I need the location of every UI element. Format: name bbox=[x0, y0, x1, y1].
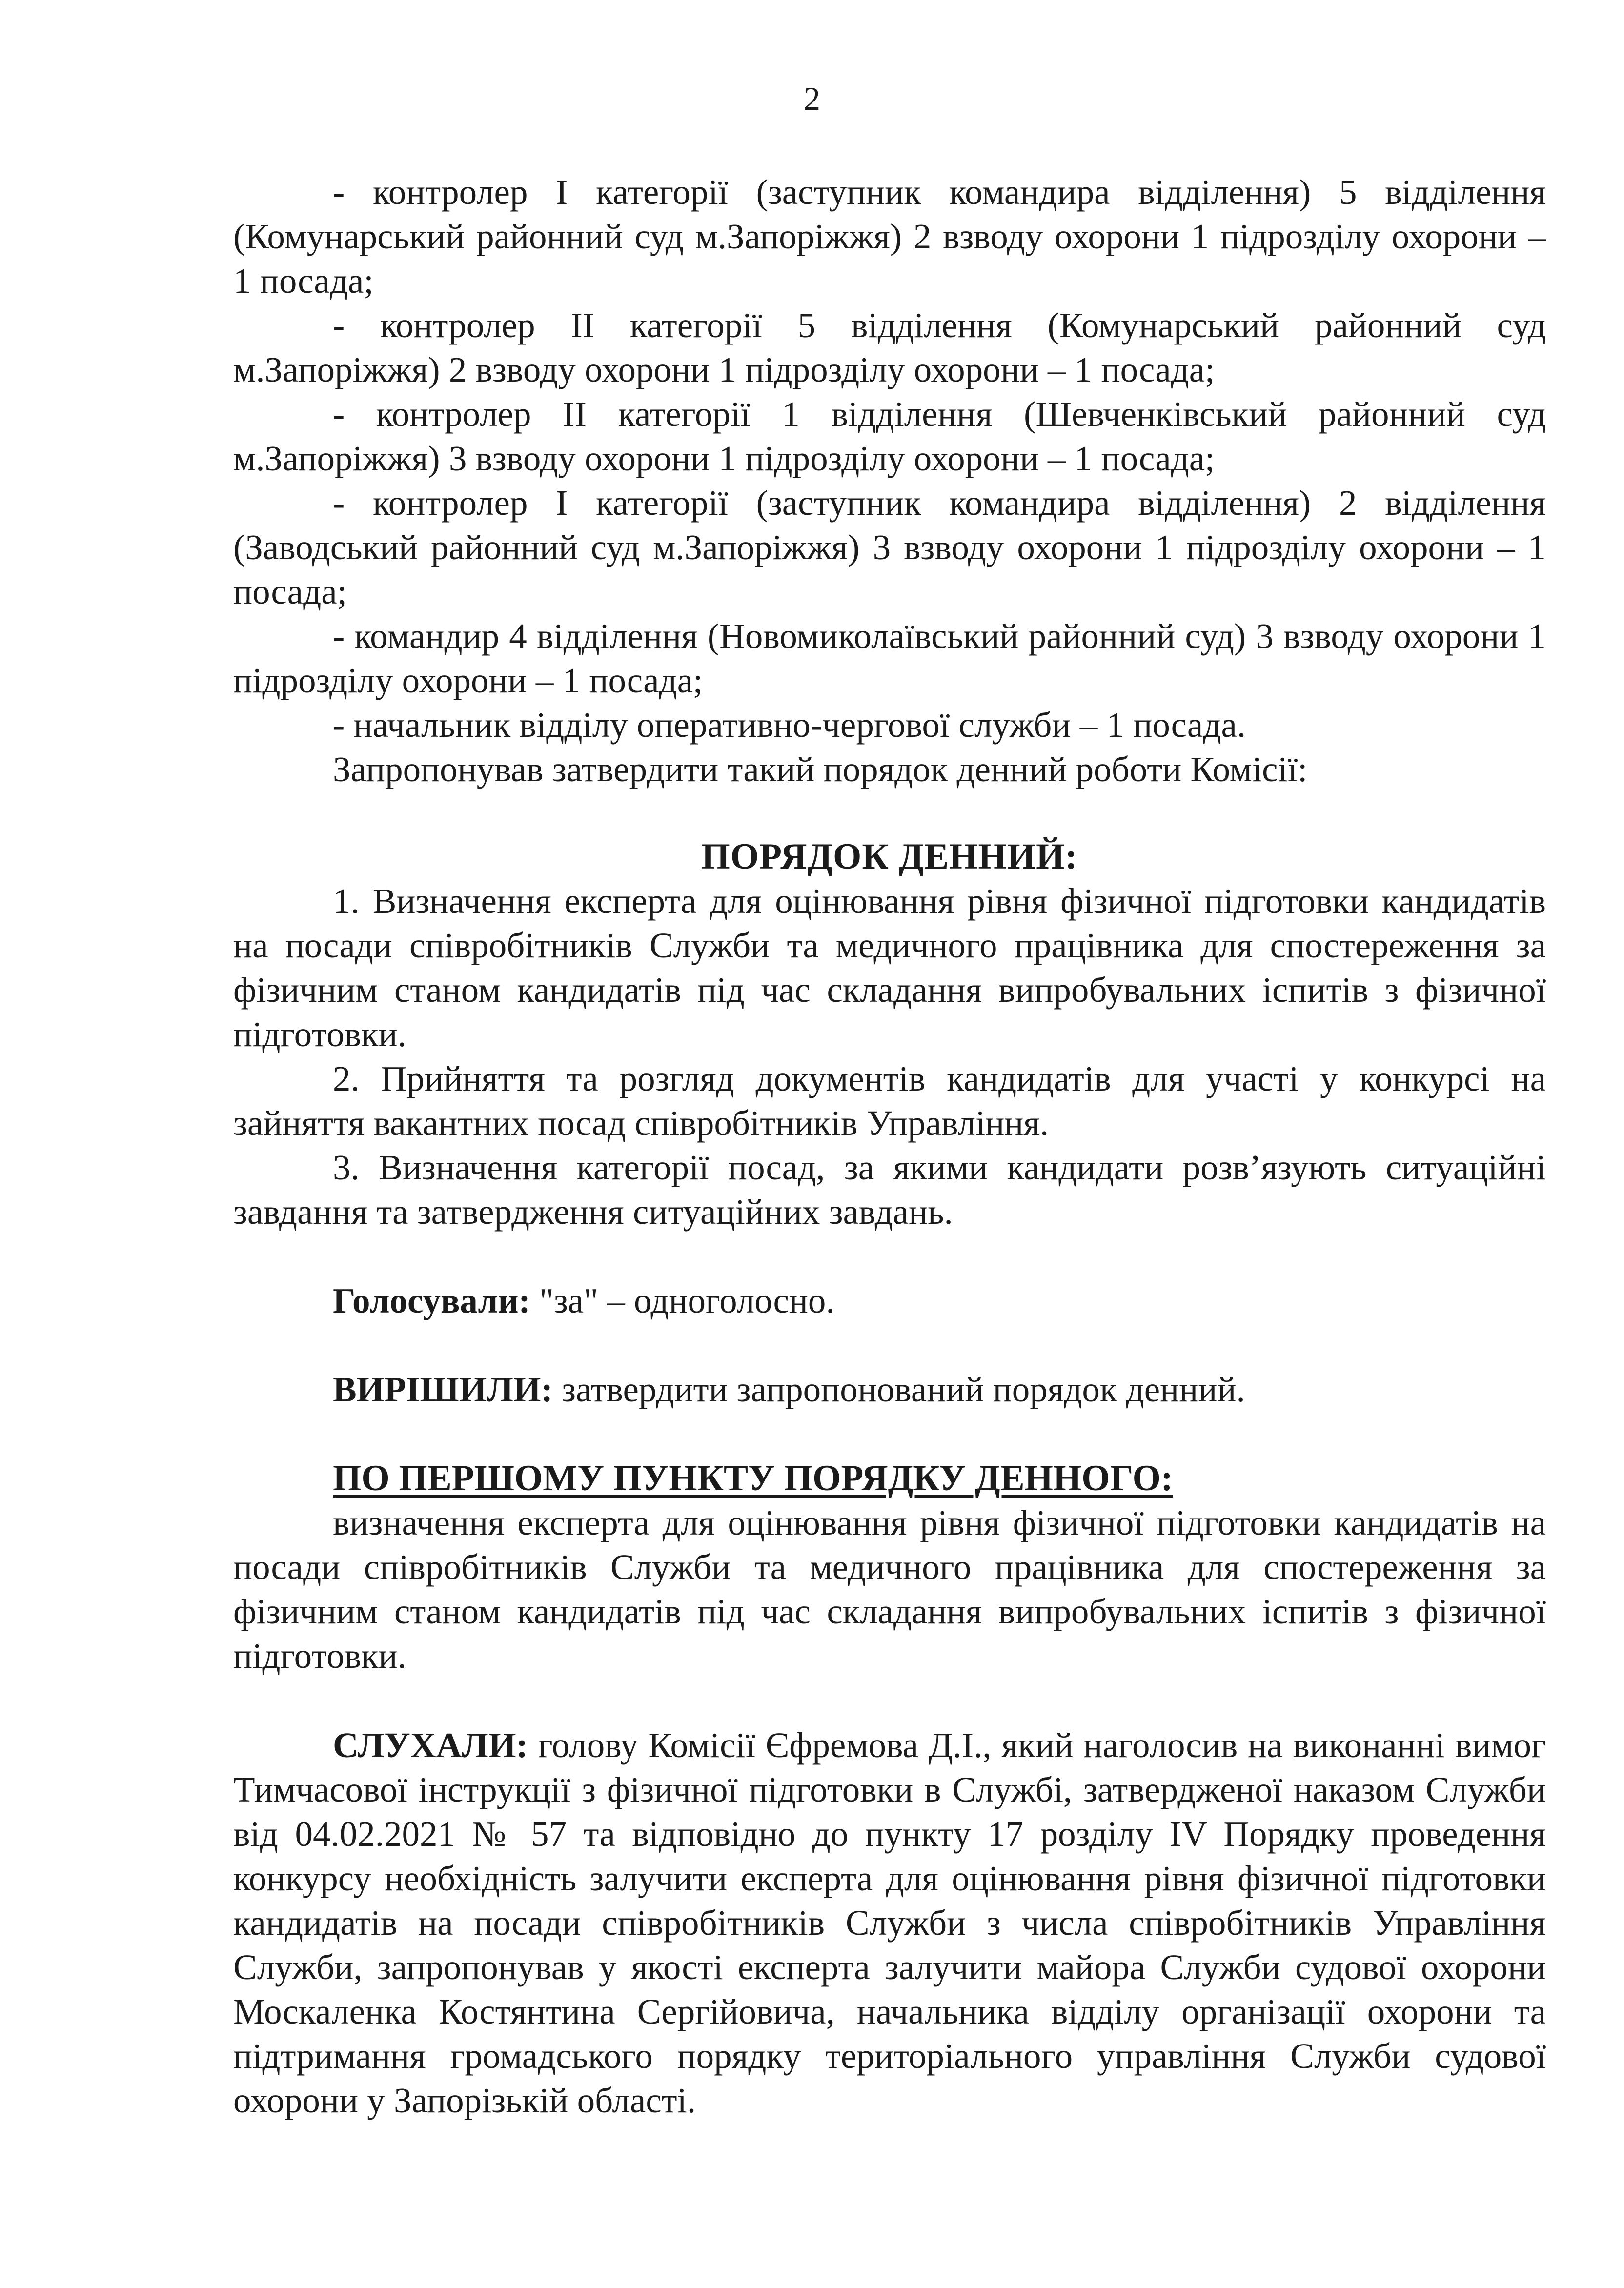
decision-label: ВИРІШИЛИ: bbox=[333, 1370, 553, 1409]
page-number: 2 bbox=[804, 80, 820, 117]
list-item: - контролер І категорії (заступник командира відділення) 5 відділення (Комунарський районний суд м.Запоріжжя) 2 взводу охорони 1 підрозділу охорони – 1 посада; bbox=[233, 172, 1546, 301]
list-item: - контролер І категорії (заступник командира відділення) 2 відділення (Заводський районний суд м.Запоріжжя) 3 взводу охорони 1 підрозділу охорони – 1 посада; bbox=[233, 483, 1546, 611]
spacer bbox=[233, 1678, 1546, 1723]
proposal-text: Запропонував затвердити такий порядок денний роботи Комісії: bbox=[333, 749, 1308, 789]
voting-text: "за" – одноголосно. bbox=[530, 1281, 835, 1320]
spacer bbox=[233, 1323, 1546, 1367]
agenda-item: 1. Визначення експерта для оцінювання рівня фізичної підготовки кандидатів на посади співробітників Служби та медичного працівника для спостереження за фізичним станом кандидатів під час складання випробувальних іспитів з фізичної підготовки. bbox=[233, 881, 1546, 1054]
list-item: - командир 4 відділення (Новомиколаївський районний суд) 3 взводу охорони 1 підрозділу охорони – 1 посада; bbox=[233, 616, 1546, 700]
heard-text: голову Комісії Єфремова Д.І., який наголосив на виконанні вимог Тимчасової інструкції з фізичної підготовки в Службі, затвердженої наказом Служби від 04.02.2021 № 57 та відповідно до пункту 17 розділу IV Порядку проведення конкурсу необхідність залучити експерта для оцінювання рівня фізичної підготовки кандидатів на посади співробітників Служби з числа співробітників Управління Служби, запропонував у якості експерта залучити майора Служби судової охорони Москаленка Костянтина Сергійовича, начальника відділу організації охорони та підтримання громадського порядку територіального управління Служби судової охорони у Запорізькій області. bbox=[233, 1725, 1546, 2120]
agenda-item: 2. Прийняття та розгляд документів кандидатів для участі у конкурсі на зайняття вакантних посад співробітників Управління. bbox=[233, 1059, 1546, 1143]
decision-text: затвердити запропонований порядок денний. bbox=[552, 1370, 1245, 1409]
list-item: - контролер ІІ категорії 5 відділення (Комунарський районний суд м.Запоріжжя) 2 взводу охорони 1 підрозділу охорони – 1 посада; bbox=[233, 305, 1546, 389]
document-body bbox=[233, 170, 1546, 2123]
first-item-heading: ПО ПЕРШОМУ ПУНКТУ ПОРЯДКУ ДЕННОГО: bbox=[333, 1458, 1173, 1498]
spacer bbox=[233, 1412, 1546, 1456]
first-item-text: визначення експерта для оцінювання рівня фізичної підготовки кандидатів на посади співробітників Служби та медичного працівника для спостереження за фізичним станом кандидатів під час складання випробувальних іспитів з фізичної підготовки. bbox=[233, 1503, 1546, 1676]
spacer bbox=[233, 791, 1546, 834]
voting-line bbox=[233, 1278, 1546, 1323]
agenda-item: 3. Визначення категорії посад, за якими кандидати розв’язують ситуаційні завдання та затвердження ситуаційних завдань. bbox=[233, 1148, 1546, 1232]
agenda-heading: ПОРЯДОК ДЕННИЙ: bbox=[701, 836, 1078, 877]
heard-paragraph bbox=[233, 1723, 1546, 2123]
list-item: - контролер ІІ категорії 1 відділення (Шевченківський районний суд м.Запоріжжя) 3 взводу охорони 1 підрозділу охорони – 1 посада; bbox=[233, 394, 1546, 478]
decision-line bbox=[233, 1367, 1546, 1412]
list-item: - начальник відділу оперативно-чергової служби – 1 посада. bbox=[333, 705, 1246, 745]
voting-label: Голосували: bbox=[333, 1281, 530, 1320]
heard-label: СЛУХАЛИ: bbox=[333, 1725, 528, 1765]
spacer bbox=[233, 1234, 1546, 1278]
